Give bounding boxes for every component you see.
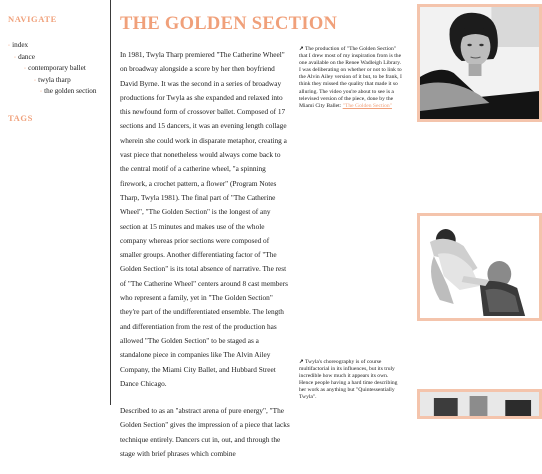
page-title: THE GOLDEN SECTION bbox=[120, 14, 338, 34]
nav-item-twyla-tharp[interactable] bbox=[0, 75, 111, 87]
sidebar bbox=[0, 0, 111, 405]
tree-bullet-icon: ◦ bbox=[40, 89, 43, 95]
dancers-performance-photo bbox=[417, 213, 542, 321]
tags-heading: TAGS bbox=[8, 113, 33, 123]
nav-item-label: index bbox=[12, 41, 29, 49]
sidenote-text: Twyla's choreography is of course multifactorial in its influences, but its truly incredible how much it appears its own. Hence people having a hard time describing her work as anything but "Quintessentially Twyla". bbox=[299, 359, 398, 401]
sidenote bbox=[299, 46, 402, 110]
nav-tree bbox=[0, 40, 111, 98]
dancer-portrait-photo bbox=[417, 4, 542, 122]
nav-item-contemporary-ballet[interactable] bbox=[0, 63, 111, 75]
nav-item-label: twyla tharp bbox=[38, 75, 71, 84]
tree-bullet-icon: ◦ bbox=[34, 77, 37, 84]
tree-bullet-icon: ◦ bbox=[24, 66, 27, 72]
nav-item-dance[interactable] bbox=[0, 52, 111, 64]
tree-bullet-icon: ◦ bbox=[8, 43, 11, 49]
sidenote-text: The production of "The Golden Section" that I drew most of my inspiration from is the one available on the Renee Wadleigh Library. I was deliberating on whether or not to link to the Alvin Ailey version of it but, to be frank, I think they missed the quality that made it so alluring. The video you're about to see is a televised version of the piece, done by the Miami City Ballet: bbox=[299, 46, 402, 109]
article-paragraph: In 1981, Twyla Tharp premiered "The Catherine Wheel" on broadway alongside a score by her then boyfriend David Byrne. It was the second in a series of broadway productions for Twyla as she expanded and relaxed into this newfound form of crossover ballet. Composed of 17 sections and 15 dancers, it was an evening length collage wherein she could work in disparate metaphor, creating a vast piece that nonetheless would always come back to the central motif of a catherine wheel, "a spinning firework, a crochet pattern, a flower" (Program Notes Tharp, Twyla 1981). The final part of "The Catherine Wheel", "The Golden Section" is the longest of any section at 15 minutes and makes use of the whole company whereas prior sections were composed of smaller groups. Another differentiating factor of "The Golden Section" is its total absence of narrative. The rest of "The Catherine Wheel" centers around 8 cast members who represent a family, yet in "The Golden Section" they're part of the undifferentiated ensemble. The length and differentiation from the rest of the production has allowed "The Golden Section" to be staged as a standalone piece in companies like The Alvin Ailey Company, the Miami City Ballet, and Hubbard Street Dance Chicago. bbox=[120, 50, 288, 388]
arrow-up-right-icon: ↗ bbox=[299, 46, 304, 52]
nav-item-label: contemporary ballet bbox=[28, 64, 86, 72]
nav-item-the-golden-section[interactable] bbox=[0, 86, 111, 98]
article-paragraph: Described to as an "abstract arena of pure energy", "The Golden Section" gives the impression of a piece that lacks technique entirely. Dancers cut in, out, and through the stage with brief phrases which combine bbox=[120, 406, 290, 459]
sidenote-link[interactable]: "The Golden Section" bbox=[342, 102, 392, 109]
nav-item-label: dance bbox=[18, 52, 35, 61]
arrow-up-right-icon: ↗ bbox=[299, 359, 304, 365]
sidenote bbox=[299, 359, 402, 402]
nav-item-label: the golden section bbox=[44, 87, 97, 95]
nav-item-index[interactable] bbox=[0, 40, 111, 52]
dancers-stage-photo bbox=[417, 389, 542, 419]
article-body bbox=[120, 48, 291, 474]
tree-bullet-icon: ◦ bbox=[14, 54, 17, 61]
navigate-heading: NAVIGATE bbox=[8, 14, 57, 24]
